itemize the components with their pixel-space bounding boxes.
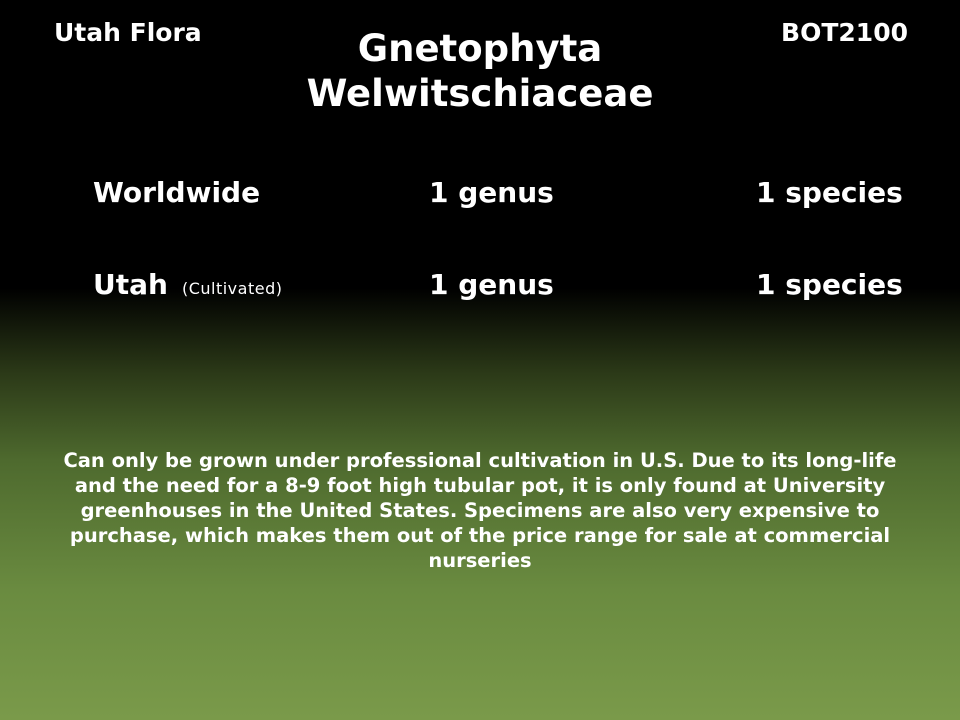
genus-count: 1 genus <box>429 268 554 301</box>
course-code: BOT2100 <box>781 18 908 47</box>
cultivated-note: (Cultivated) <box>181 279 283 298</box>
species-count: 1 species <box>756 268 903 301</box>
row-label: Worldwide <box>93 176 261 209</box>
species-count: 1 species <box>756 176 903 209</box>
utah-row <box>0 265 960 305</box>
title-family: Welwitschiaceae <box>306 72 654 115</box>
slide-title <box>0 26 960 116</box>
worldwide-row <box>0 173 960 213</box>
row-label: Utah <box>93 268 168 301</box>
row-label-group <box>93 265 282 309</box>
course-name: Utah Flora <box>54 18 202 47</box>
description-paragraph: Can only be grown under professional cultivation in U.S. Due to its long-life and the need for a 8-9 foot high tubular pot, it is only found at University greenhouses in the United States. Specimens are also very expensive to purchase, which makes them out of the price range for sale at commercial nurseries <box>63 449 897 572</box>
title-division: Gnetophyta <box>357 27 603 70</box>
genus-count: 1 genus <box>429 176 554 209</box>
